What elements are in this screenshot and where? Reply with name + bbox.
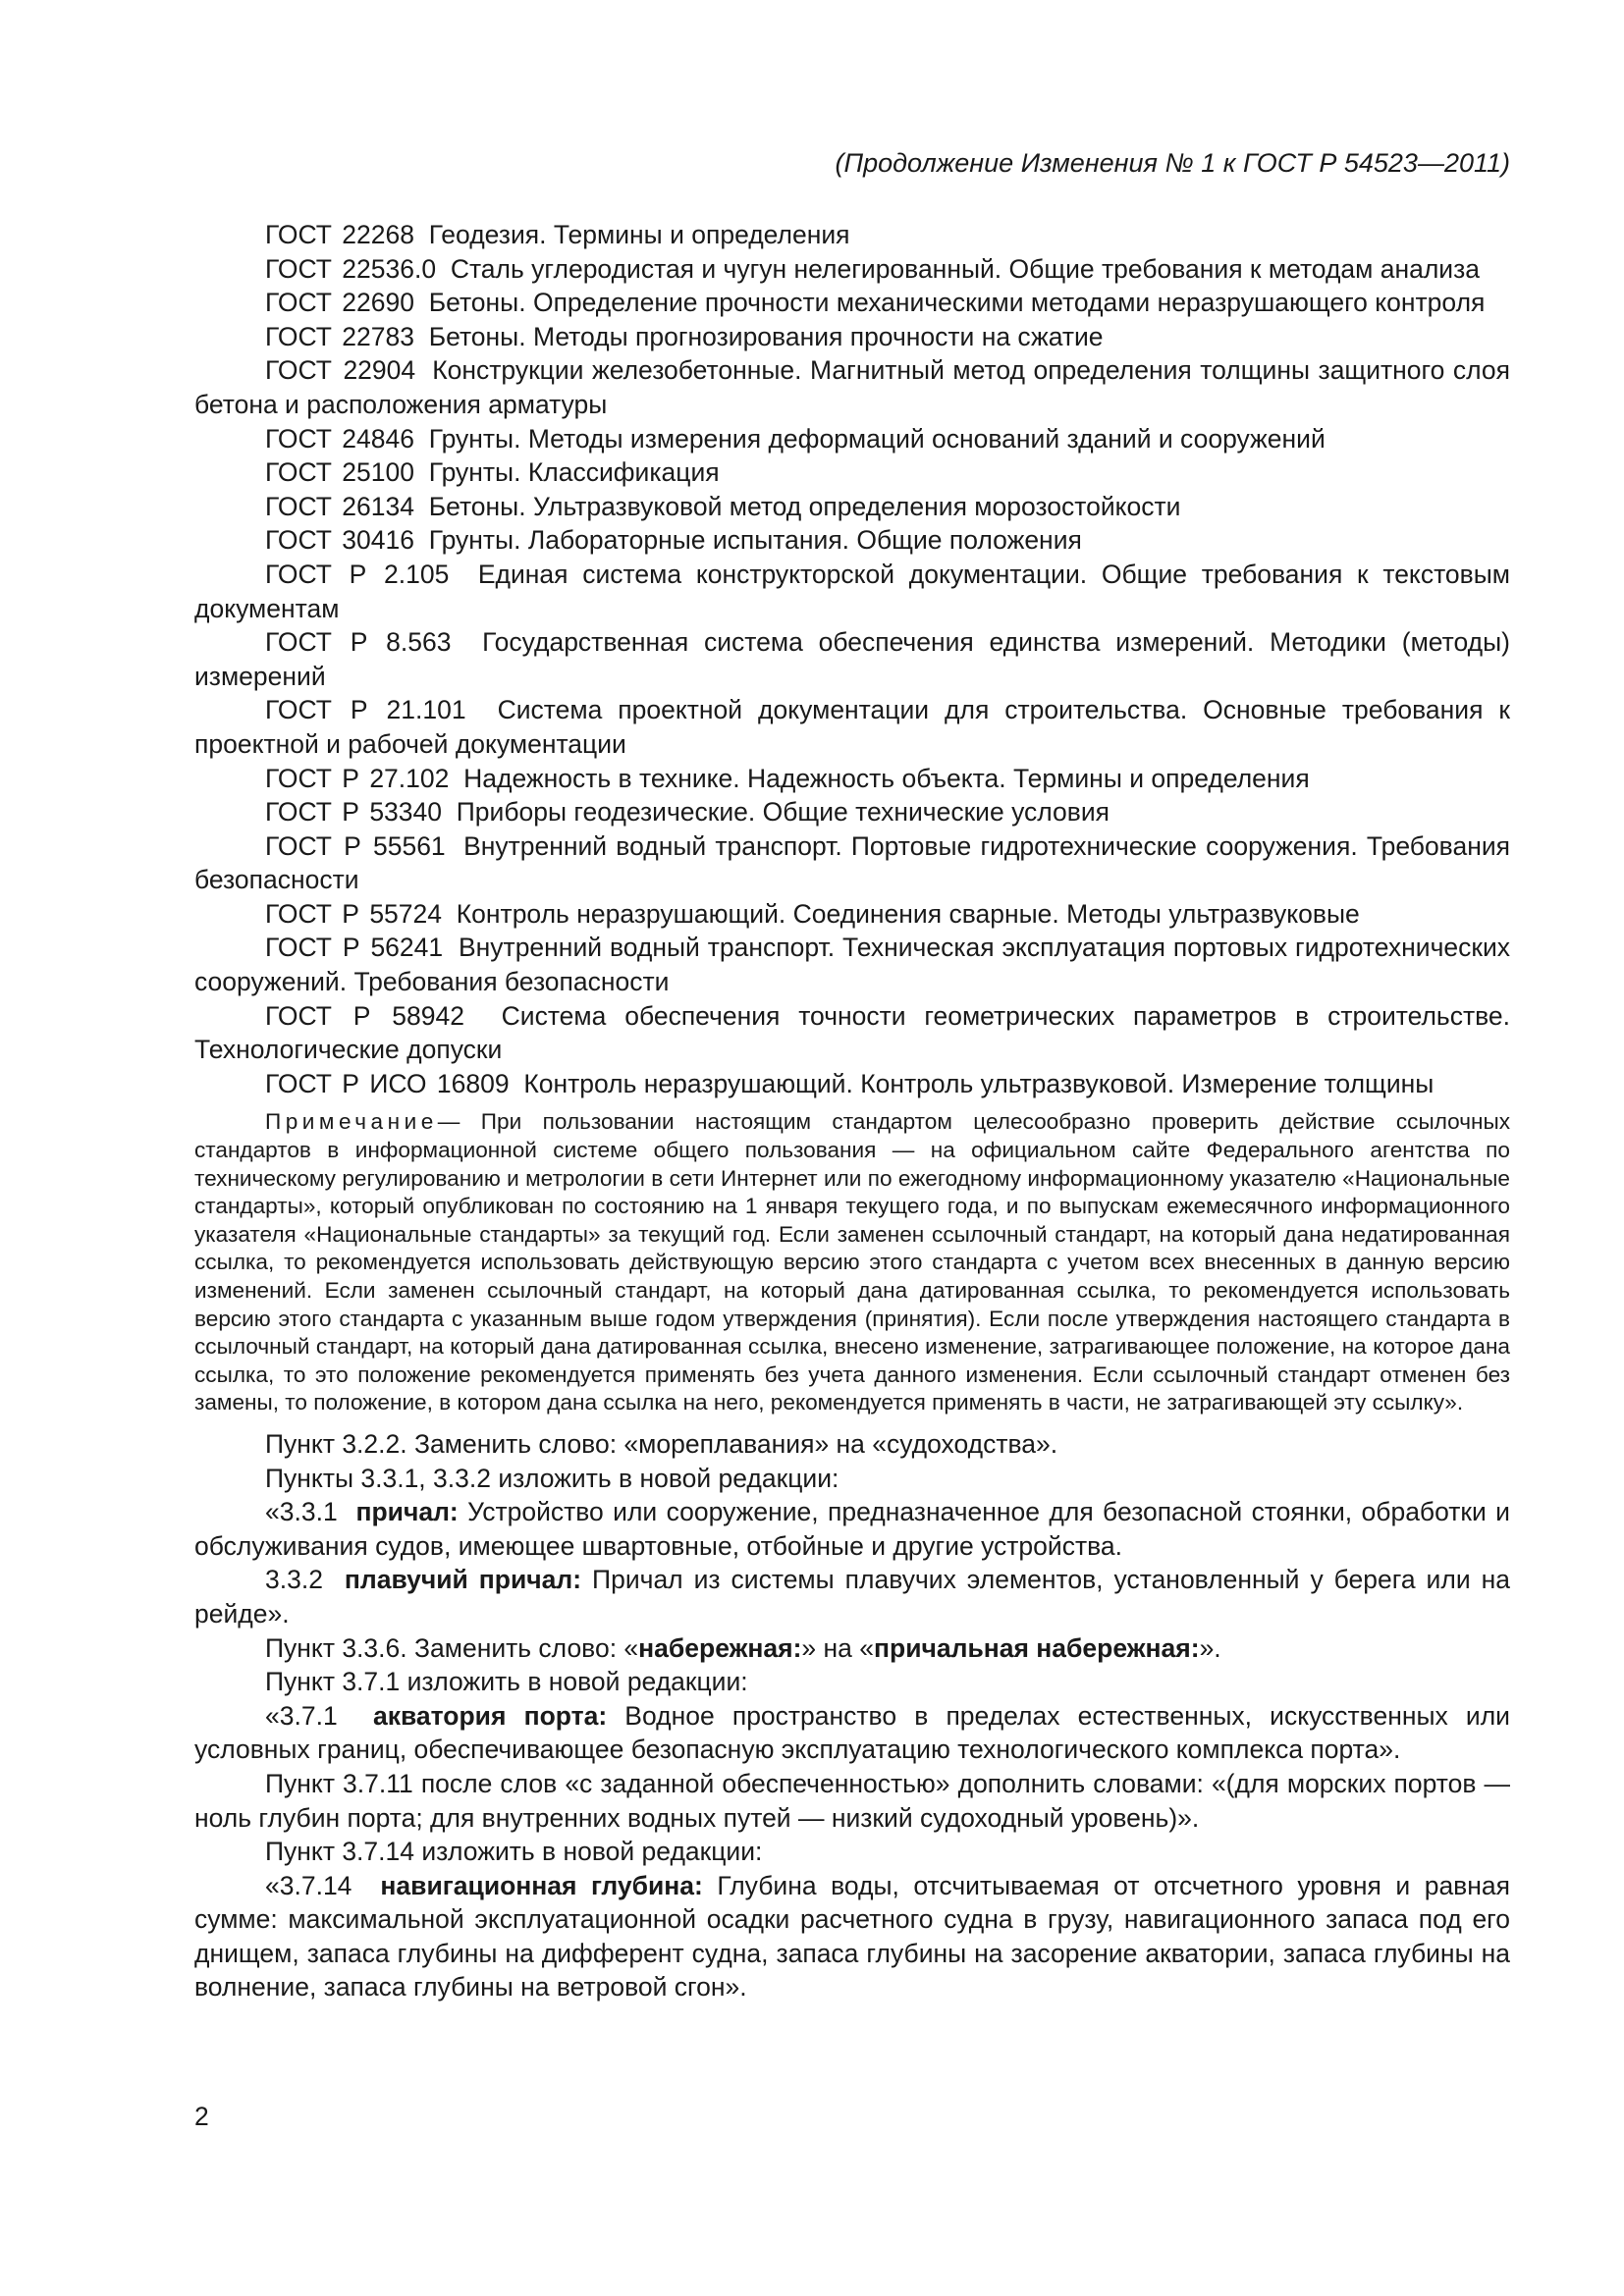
amendment-paragraph: Пункт 3.2.2. Заменить слово: «мореплавания» на «судоходства».: [265, 1428, 1058, 1459]
defined-term: плавучий причал:: [344, 1565, 582, 1595]
definition-paragraph: «3.3.1 причал: Устройство или сооружение, предназначенное для безопасной стоянки, обработки и обслуживания судов, имеющее швартовные, отбойные и другие устройства.: [194, 1497, 1510, 1561]
page-number: 2: [194, 2102, 209, 2131]
reference-item: ГОСТ Р 53340 Приборы геодезические. Общие технические условия: [265, 797, 1110, 828]
amendment-paragraph: Пункт 3.7.1 изложить в новой редакции:: [265, 1667, 748, 1697]
normative-references-list: [194, 218, 1510, 1100]
reference-item: ГОСТ 22783 Бетоны. Методы прогнозирования прочности на сжатие: [265, 321, 1104, 351]
reference-item: ГОСТ 26134 Бетоны. Ультразвуковой метод определения морозостойкости: [265, 491, 1181, 521]
document-body: [194, 218, 1510, 2004]
reference-item: ГОСТ Р 21.101 Система проектной документации для строительства. Основные требования к проектной и рабочей документации: [194, 695, 1510, 759]
note-label: Примечание: [265, 1109, 438, 1135]
reference-item: ГОСТ Р 55561 Внутренний водный транспорт. Портовые гидротехнические сооружения. Требования безопасности: [194, 830, 1510, 895]
reference-item: ГОСТ 25100 Грунты. Классификация: [265, 457, 720, 488]
continuation-header: (Продолжение Изменения № 1 к ГОСТ Р 54523—2011): [835, 148, 1510, 178]
reference-item: ГОСТ 22690 Бетоны. Определение прочности механическими методами неразрушающего контроля: [265, 288, 1486, 318]
defined-term: причал:: [355, 1497, 459, 1527]
reference-item: ГОСТ Р 27.102 Надежность в технике. Надежность объекта. Термины и определения: [265, 763, 1310, 793]
defined-term: навигационная глубина:: [380, 1870, 703, 1900]
reference-item: ГОСТ Р 8.563 Государственная система обеспечения единства измерений. Методики (методы) измерений: [194, 627, 1510, 691]
amendment-paragraph: Пункт 3.7.11 после слов «с заданной обеспеченностью» дополнить словами: «(для морских портов — ноль глубин порта; для внутренних водных путей — низкий судоходный уровень)».: [194, 1768, 1510, 1833]
reference-item: ГОСТ Р 2.105 Единая система конструкторской документации. Общие требования к текстовым документам: [194, 559, 1510, 623]
definition-paragraph: 3.3.2 плавучий причал: Причал из системы плавучих элементов, установленный у берега или на рейде».: [194, 1565, 1510, 1629]
note-text: — При пользовании настоящим стандартом целесообразно проверить действие ссылочных стандартов в информационной системе общего пользования — на официальном сайте Федерального агентства по техническому регулированию и метрологии в сети Интернет или по ежегодному информационному указателю «Национальные стандарты», который опубликован по состоянию на 1 января текущего года, и по выпускам ежемесячного информационного указателя «Национальные стандарты» за текущий год. Если заменен ссылочный стандарт, на который дана недатированная ссылка, то рекомендуется использовать действующую версию этого стандарта с учетом всех внесенных в данную версию изменений. Если заменен ссылочный стандарт, на который дана датированная ссылка, то рекомендуется использовать версию этого стандарта с указанным выше годом утверждения (принятия). Если после утверждения настоящего стандарта в ссылочный стандарт, на который дана датированная ссылка, внесено изменение, затрагивающее положение, на которое дана ссылка, то это положение рекомендуется применять без учета данного изменения. Если ссылочный стандарт отменен без замены, то положение, в котором дана ссылка на него, рекомендуется применять в части, не затрагивающей эту ссылку».: [194, 1109, 1510, 1415]
reference-item: ГОСТ 22904 Конструкции железобетонные. Магнитный метод определения толщины защитного слоя бетона и расположения арматуры: [194, 355, 1510, 419]
reference-item: ГОСТ 24846 Грунты. Методы измерения деформаций оснований зданий и сооружений: [265, 423, 1326, 454]
reference-item: ГОСТ Р ИСО 16809 Контроль неразрушающий. Контроль ультразвуковой. Измерение толщины: [265, 1068, 1435, 1098]
note-paragraph: [194, 1108, 1510, 1417]
reference-item: ГОСТ Р 55724 Контроль неразрушающий. Соединения сварные. Методы ультразвуковые: [265, 898, 1360, 929]
reference-item: ГОСТ Р 56241 Внутренний водный транспорт. Техническая эксплуатация портовых гидротехнических сооружений. Требования безопасности: [194, 933, 1511, 997]
defined-term: акватория порта:: [372, 1700, 608, 1731]
definition-paragraph: «3.7.1 акватория порта: Водное пространство в пределах естественных, искусственных или условных границ, обеспечивающее безопасную эксплуатацию технологического комплекса порта».: [194, 1700, 1510, 1765]
amendment-paragraph: Пункт 3.7.14 изложить в новой редакции:: [265, 1837, 763, 1867]
reference-item: ГОСТ 22268 Геодезия. Термины и определения: [265, 220, 850, 249]
reference-item: ГОСТ 30416 Грунты. Лабораторные испытания. Общие положения: [265, 525, 1082, 556]
amendment-paragraph: Пункты 3.3.1, 3.3.2 изложить в новой редакции:: [265, 1463, 839, 1493]
reference-item: ГОСТ 22536.0 Сталь углеродистая и чугун нелегированный. Общие требования к методам анализа: [265, 253, 1480, 284]
document-page: [194, 147, 1510, 2004]
definition-paragraph: «3.7.14 навигационная глубина: Глубина воды, отсчитываемая от отсчетного уровня и равная сумме: максимальной эксплуатационной осадки расчетного судна в грузу, навигационного запаса под его днищем, запаса глубины на дифферент судна, запаса глубины на засорение акватории, запаса глубины на волнение, запаса глубины на ветровой сгон».: [194, 1870, 1510, 2002]
reference-item: ГОСТ Р 58942 Система обеспечения точности геометрических параметров в строительстве. Технологические допуски: [194, 1000, 1510, 1065]
amendment-paragraph: Пункт 3.3.6. Заменить слово: «набережная:» на «причальная набережная:».: [265, 1632, 1221, 1663]
